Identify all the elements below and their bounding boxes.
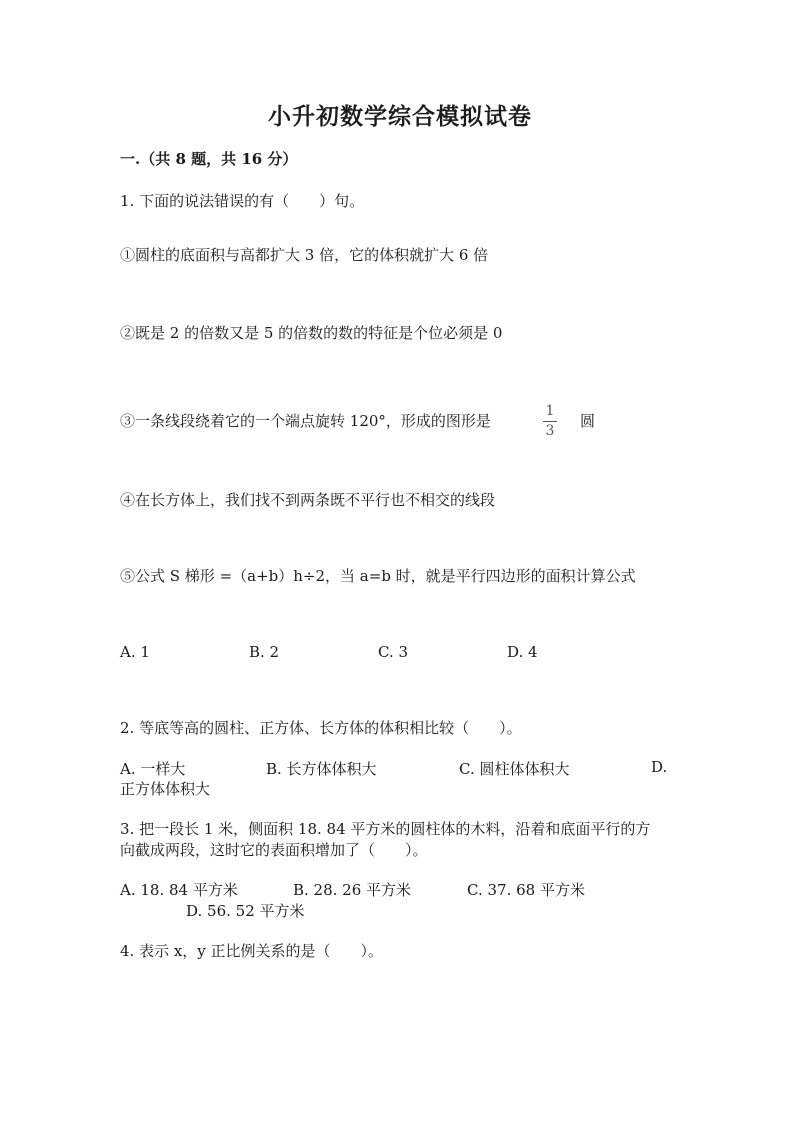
section-header: 一.（共 8 题，共 16 分）	[120, 150, 298, 168]
fraction-one-third	[542, 404, 558, 439]
question-3-option-b[interactable]: B. 28. 26 平方米	[293, 881, 412, 899]
question-1-option-c[interactable]: C. 3	[378, 643, 409, 661]
question-2-stem: 2. 等底等高的圆柱、正方体、长方体的体积相比较（ ）。	[120, 719, 522, 737]
question-3-option-c[interactable]: C. 37. 68 平方米	[467, 881, 585, 899]
question-1-option-b[interactable]: B. 2	[249, 643, 280, 661]
fraction-denominator: 3	[545, 423, 555, 439]
question-1-statement-3	[120, 410, 491, 431]
question-2-option-d-text: 正方体体积大	[120, 780, 211, 798]
question-1-statement-1: ①圆柱的底面积与高都扩大 3 倍，它的体积就扩大 6 倍	[120, 246, 489, 264]
question-1-stem: 1. 下面的说法错误的有（ ）句。	[120, 192, 365, 210]
fraction-numerator: 1	[545, 403, 555, 419]
fraction-bar	[543, 421, 557, 422]
question-1-statement-5: ⑤公式 S 梯形 =（a+b）h÷2，当 a=b 时，就是平行四边形的面积计算公式	[120, 567, 636, 585]
question-4-stem: 4. 表示 x，y 正比例关系的是（ ）。	[120, 942, 384, 960]
question-2-option-d[interactable]: D.	[651, 758, 668, 776]
question-2-option-a[interactable]: A. 一样大	[120, 760, 186, 778]
question-3-option-a[interactable]: A. 18. 84 平方米	[120, 881, 238, 899]
question-2-option-b[interactable]: B. 长方体体积大	[266, 760, 377, 778]
page-title: 小升初数学综合模拟试卷	[268, 103, 532, 130]
question-1-statement-2: ②既是 2 的倍数又是 5 的倍数的数的特征是个位必须是 0	[120, 324, 503, 342]
question-3-option-d[interactable]: D. 56. 52 平方米	[186, 902, 305, 920]
question-3-stem-line-2: 向截成两段，这时它的表面积增加了（ ）。	[120, 841, 428, 859]
question-1-option-a[interactable]: A. 1	[120, 643, 150, 661]
question-3-stem-line-1: 3. 把一段长 1 米，侧面积 18. 84 平方米的圆柱体的木料，沿着和底面平行的方	[120, 820, 651, 838]
question-2-option-c[interactable]: C. 圆柱体体积大	[459, 760, 570, 778]
question-1-statement-4: ④在长方体上，我们找不到两条既不平行也不相交的线段	[120, 491, 496, 509]
statement-3-text: ③一条线段绕着它的一个端点旋转 120°，形成的图形是	[120, 412, 491, 430]
statement-3-tail: 圆	[580, 412, 596, 430]
question-1-option-d[interactable]: D. 4	[507, 643, 538, 661]
